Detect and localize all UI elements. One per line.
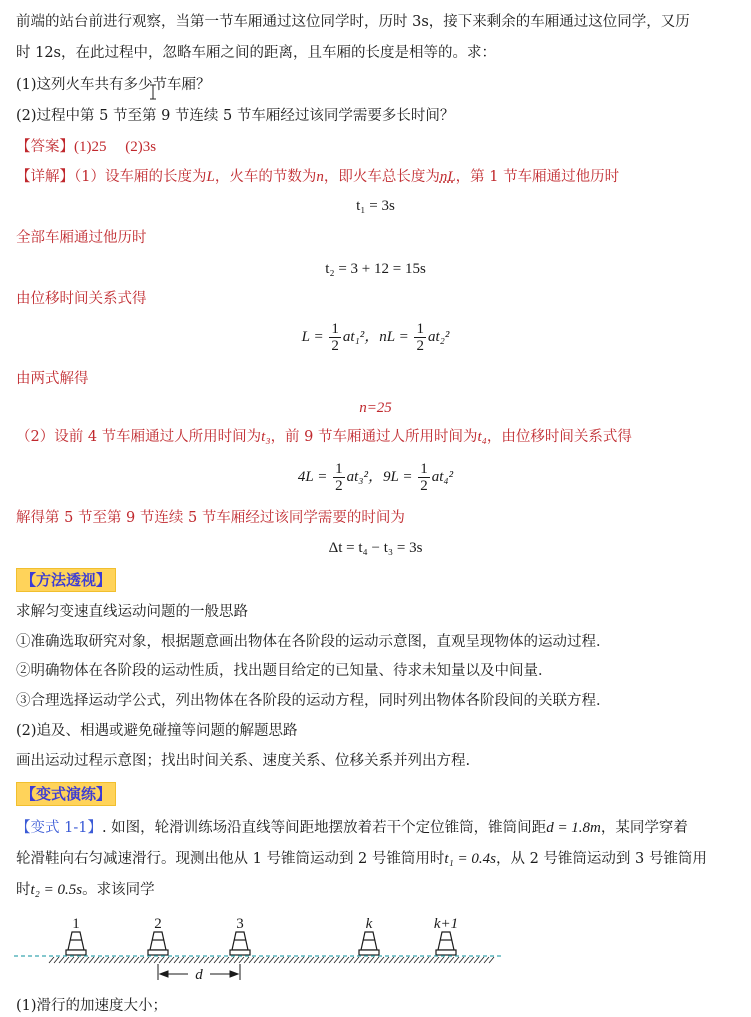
hatch-mark (254, 957, 259, 963)
hatch-mark (334, 957, 339, 963)
explain-text: ，前 9 节车厢通过人所用时间为 (270, 429, 478, 445)
variant-text: 时 (16, 882, 31, 898)
answer-value: (1)25 (2)3s (74, 139, 157, 155)
eq-t1: t₁ = 0.4s (444, 851, 496, 867)
equation-t1: t₁ = 3s (356, 198, 395, 214)
hatch-mark (479, 957, 484, 963)
hatch-mark (304, 957, 309, 963)
frac-den: 2 (335, 478, 343, 495)
eq-part: at₂² (427, 329, 450, 345)
hatch-mark (264, 957, 269, 963)
variant-text: ，从 2 号锥筒运动到 3 号锥筒用 (495, 851, 707, 867)
equation-displacement (0, 320, 751, 354)
hatch-mark (194, 957, 199, 963)
hatch-mark (374, 957, 379, 963)
explain-text: ，火车的节数为 (214, 169, 317, 185)
hatch-mark (219, 957, 224, 963)
variant-tag: 【变式演练】 (16, 782, 116, 806)
var-L: L (206, 169, 215, 185)
cone-icon (66, 932, 86, 955)
hatch-mark (104, 957, 109, 963)
variant-text: 。求该同学 (82, 882, 155, 898)
hatch-mark (314, 957, 319, 963)
hatch-mark (454, 957, 459, 963)
eq-part: ，nL = (364, 329, 409, 345)
hatch-mark (64, 957, 69, 963)
hatch-mark (229, 957, 234, 963)
variant-line3 (16, 880, 155, 900)
var-t4: t₄ (477, 429, 487, 445)
frac-den: 2 (331, 338, 339, 355)
eq-part: n=25 (359, 400, 392, 416)
hatch-mark (214, 957, 219, 963)
hatch-mark (184, 957, 189, 963)
explain-tag: 【详解】 (16, 169, 74, 185)
explain-text: ，第 1 节车厢通过他历时 (455, 169, 620, 185)
eq-t2: t₂ = 0.5s (30, 882, 83, 898)
hatch-mark (409, 957, 414, 963)
hatch-mark (474, 957, 479, 963)
hatch-mark (449, 957, 454, 963)
eq-part: at₄² (431, 469, 454, 485)
hatch-mark (129, 957, 134, 963)
hatch-mark (424, 957, 429, 963)
hatch-mark (224, 957, 229, 963)
hatch-mark (324, 957, 329, 963)
hatch-mark (204, 957, 209, 963)
explain-text: （1）设车厢的长度为 (74, 169, 207, 185)
hatch-mark (359, 957, 364, 963)
answer-line (16, 137, 156, 157)
hatch-mark (139, 957, 144, 963)
eq-part: L = (301, 329, 324, 345)
hatch-mark (144, 957, 149, 963)
hatch-mark (444, 957, 449, 963)
cones (66, 932, 456, 955)
eq-part: at₃² (346, 469, 368, 485)
hatch-mark (179, 957, 184, 963)
method-point-2: ②明确物体在各阶段的运动性质，找出题目给定的已知量、待求未知量以及中间量． (16, 663, 553, 679)
hatch-mark (209, 957, 214, 963)
hatch-mark (94, 957, 99, 963)
hatch-mark (384, 957, 389, 963)
cone-icon (359, 932, 379, 955)
hatch-mark (164, 957, 169, 963)
ground-hatching (49, 957, 494, 963)
hatch-mark (74, 957, 79, 963)
hatch-mark (309, 957, 314, 963)
hatch-mark (159, 957, 164, 963)
explain-text: （2）设前 4 节车厢通过人所用时间为 (16, 429, 262, 445)
hatch-mark (469, 957, 474, 963)
hatch-mark (489, 957, 494, 963)
hatch-mark (234, 957, 239, 963)
hatch-mark (364, 957, 369, 963)
fraction-half (333, 461, 345, 494)
cone-label-k: k (365, 916, 373, 932)
hatch-mark (84, 957, 89, 963)
hatch-mark (379, 957, 384, 963)
hatch-mark (394, 957, 399, 963)
hatch-mark (54, 957, 59, 963)
hatch-mark (299, 957, 304, 963)
eq-part: at₁² (342, 329, 365, 345)
d-label: d (195, 967, 203, 983)
hatch-mark (189, 957, 194, 963)
frac-den: 2 (420, 478, 428, 495)
var-nL: nL (439, 169, 456, 185)
eq-part: ，9L = (368, 469, 413, 485)
hatch-mark (174, 957, 179, 963)
variant-text: ，某同学穿着 (600, 820, 688, 836)
variant-line1 (16, 818, 688, 838)
hatch-mark (149, 957, 154, 963)
frac-num: 1 (420, 461, 428, 478)
cone-figure (14, 910, 504, 992)
hatch-mark (134, 957, 139, 963)
hatch-mark (349, 957, 354, 963)
hatch-mark (269, 957, 274, 963)
problem-intro-line2: 时 12s，在此过程中，忽略车厢之间的距离，且车厢的长度是相等的。求： (16, 45, 496, 61)
hatch-mark (434, 957, 439, 963)
var-t3: t₃ (261, 429, 271, 445)
hatch-mark (59, 957, 64, 963)
hatch-mark (344, 957, 349, 963)
hatch-mark (404, 957, 409, 963)
explain-step6: 解得第 5 节至第 9 节连续 5 节车厢经过该同学需要的时间为 (16, 510, 405, 526)
explain-line1 (16, 167, 619, 187)
eq-part: 4L = (297, 469, 328, 485)
explain-step2: 全部车厢通过他历时 (16, 230, 147, 246)
hatch-mark (239, 957, 244, 963)
hatch-mark (399, 957, 404, 963)
cone-label-k1: k+1 (433, 916, 459, 932)
hatch-mark (69, 957, 74, 963)
variant-text: . 如图，轮滑训练场沿直线等间距地摆放着若干个定位锥筒，锥筒间距 (101, 820, 547, 836)
hatch-mark (294, 957, 299, 963)
frac-num: 1 (416, 321, 424, 338)
hatch-mark (109, 957, 114, 963)
equation-t2: t₂ = 3 + 12 = 15s (325, 261, 426, 277)
hatch-mark (284, 957, 289, 963)
hatch-mark (274, 957, 279, 963)
method-title: 求解匀变速直线运动问题的一般思路 (16, 604, 248, 620)
hatch-mark (319, 957, 324, 963)
hatch-mark (114, 957, 119, 963)
hatch-mark (249, 957, 254, 963)
method-point-3: ③合理选择运动学公式，列出物体在各阶段的运动方程，同时列出物体各阶段间的关联方程． (16, 693, 611, 709)
fraction-half (418, 461, 430, 494)
hatch-mark (414, 957, 419, 963)
hatch-mark (49, 957, 54, 963)
hatch-mark (419, 957, 424, 963)
problem-question-2: (2)过程中第 5 节至第 9 节连续 5 节车厢经过该同学需要多长时间？ (16, 108, 455, 124)
problem-question-1: (1)这列火车共有多少节车厢？ (16, 77, 211, 93)
frac-num: 1 (335, 461, 343, 478)
hatch-mark (464, 957, 469, 963)
cone-icon (436, 932, 456, 955)
problem-intro-line1: 前端的站台前进行观察，当第一节车厢通过这位同学时，历时 3s，接下来剩余的车厢通过这位同学，又历 (16, 14, 690, 30)
variant-text: 轮滑鞋向右匀减速滑行。现测出他从 1 号锥筒运动到 2 号锥筒用时 (16, 851, 445, 867)
hatch-mark (279, 957, 284, 963)
cone-icon (230, 932, 250, 955)
hatch-mark (154, 957, 159, 963)
hatch-mark (429, 957, 434, 963)
hatch-mark (484, 957, 489, 963)
hatch-mark (259, 957, 264, 963)
variant-line2 (16, 849, 707, 869)
var-n: n (316, 169, 324, 185)
equation-delta-t: Δt = t₄ − t₃ = 3s (328, 540, 423, 556)
fraction-half (414, 321, 426, 354)
explain-part2 (16, 427, 632, 447)
frac-den: 2 (416, 338, 424, 355)
hatch-mark (369, 957, 374, 963)
cone-label-1: 1 (72, 916, 80, 932)
hatch-mark (329, 957, 334, 963)
equation-4L-9L (0, 460, 751, 494)
hatch-mark (169, 957, 174, 963)
hatch-mark (459, 957, 464, 963)
hatch-mark (119, 957, 124, 963)
explain-step3: 由位移时间关系式得 (16, 291, 147, 307)
hatch-mark (244, 957, 249, 963)
method-point-5: 画出运动过程示意图；找出时间关系、速度关系、位移关系并列出方程. (16, 753, 471, 769)
hatch-mark (79, 957, 84, 963)
cone-labels (72, 916, 458, 932)
hatch-mark (289, 957, 294, 963)
explain-text: ，由位移时间关系式得 (486, 429, 632, 445)
method-point-1: ①准确选取研究对象，根据题意画出物体在各阶段的运动示意图，直观呈现物体的运动过程． (16, 634, 611, 650)
hatch-mark (124, 957, 129, 963)
hatch-mark (339, 957, 344, 963)
answer-tag: 【答案】 (16, 139, 74, 155)
variant-label: 【变式 1-1】 (16, 820, 102, 836)
hatch-mark (199, 957, 204, 963)
fraction-half (329, 321, 341, 354)
method-point-4: (2)追及、相遇或避免碰撞等问题的解题思路 (16, 723, 298, 739)
method-tag: 【方法透视】 (16, 568, 116, 592)
frac-num: 1 (331, 321, 339, 338)
variant-question-1: (1)滑行的加速度大小； (16, 998, 168, 1014)
explain-step4: 由两式解得 (16, 371, 89, 387)
hatch-mark (354, 957, 359, 963)
eq-d: d = 1.8m (546, 820, 601, 836)
cone-icon (148, 932, 168, 955)
hatch-mark (99, 957, 104, 963)
hatch-mark (389, 957, 394, 963)
hatch-mark (439, 957, 444, 963)
text-cursor-icon (149, 84, 157, 100)
cone-label-2: 2 (154, 916, 162, 932)
explain-text: ，即火车总长度为 (323, 169, 440, 185)
hatch-mark (89, 957, 94, 963)
cone-label-3: 3 (236, 916, 244, 932)
equation-n (0, 398, 751, 418)
